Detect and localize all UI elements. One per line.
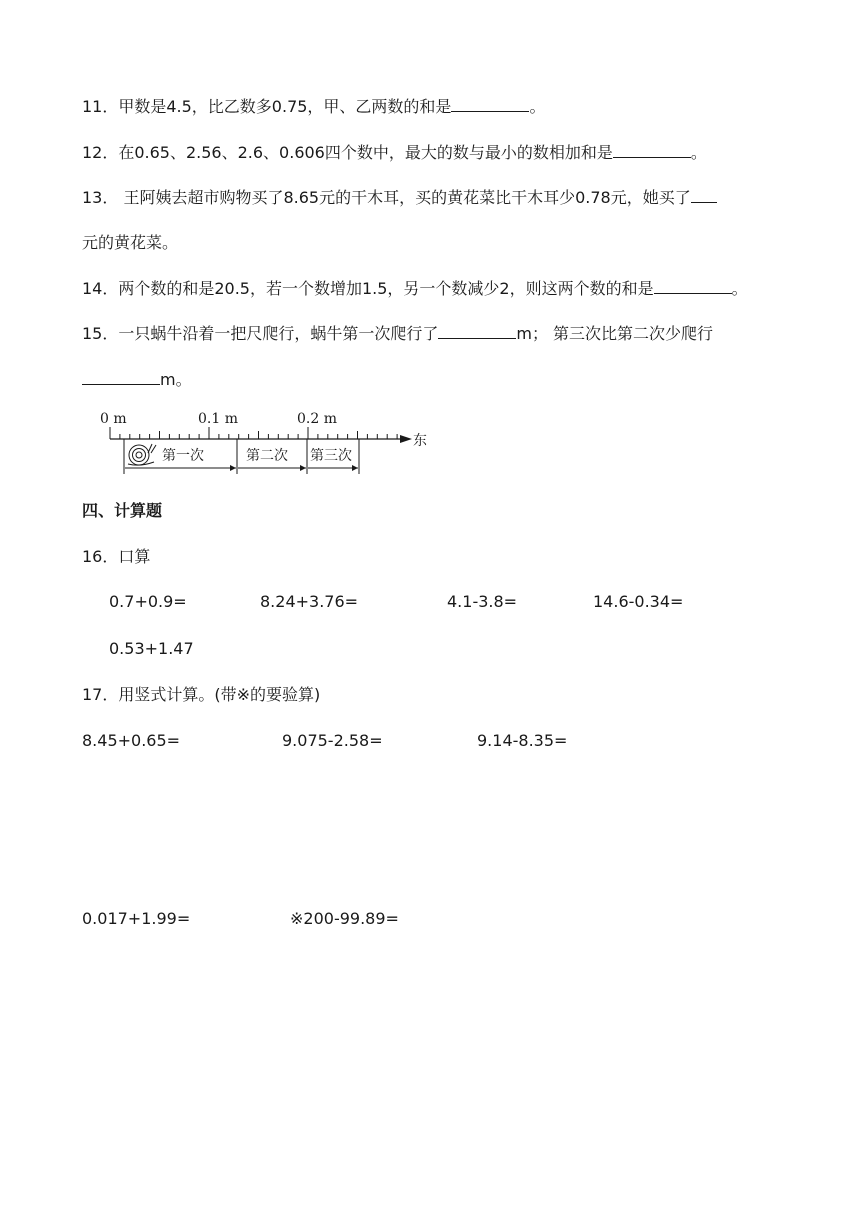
question-11-text: 11．甲数是4.5，比乙数多0.75，甲、乙两数的和是: [82, 97, 452, 116]
vertical-calc-item: ※200-99.89=: [290, 909, 399, 928]
question-14-text: 14．两个数的和是20.5，若一个数增加1.5，另一个数减少2，则这两个数的和是: [82, 279, 654, 298]
answer-blank[interactable]: [691, 186, 717, 203]
question-12: 12．在0.65、2.56、2.6、0.606四个数中，最大的数与最小的数相加和是 。: [82, 143, 707, 162]
question-16-title: 16．口算: [82, 547, 151, 566]
mental-math-item: 4.1-3.8=: [447, 592, 518, 611]
vertical-calc-item: 9.14-8.35=: [477, 731, 568, 750]
question-15-line-2: m。: [82, 368, 192, 391]
ruler-direction: 东: [413, 433, 427, 449]
segment-first: 第一次: [162, 448, 204, 464]
ruler-label-0m: 0 m: [100, 411, 127, 427]
question-12-text: 12．在0.65、2.56、2.6、0.606四个数中，最大的数与最小的数相加和是: [82, 143, 613, 162]
answer-blank[interactable]: [654, 277, 732, 294]
vertical-calc-item: 0.017+1.99=: [82, 909, 191, 928]
answer-blank[interactable]: [82, 368, 160, 385]
segment-third: 第三次: [310, 448, 352, 464]
question-11: 11．甲数是4.5，比乙数多0.75，甲、乙两数的和是 。: [82, 97, 546, 116]
mental-math-item: 14.6-0.34=: [593, 592, 684, 611]
mental-math-item: 8.24+3.76=: [260, 592, 359, 611]
section-heading: 四、计算题: [82, 501, 163, 520]
question-15-text: 15．一只蜗牛沿着一把尺爬行，蜗牛第一次爬行了: [82, 324, 439, 343]
mental-math-item: 0.53+1.47: [109, 639, 194, 658]
question-14: 14．两个数的和是20.5，若一个数增加1.5，另一个数减少2，则这两个数的和是 。: [82, 279, 748, 298]
answer-blank[interactable]: [438, 322, 516, 339]
vertical-calc-item: 8.45+0.65=: [82, 731, 181, 750]
mental-math-item: 0.7+0.9=: [109, 592, 187, 611]
segment-second: 第二次: [246, 448, 288, 464]
question-13-line-1: [82, 186, 717, 209]
ruler-label-0-2m: 0.2 m: [297, 411, 337, 427]
question-13-line-2: 元的黄花菜。: [82, 233, 179, 252]
question-15-line-1: 15．一只蜗牛沿着一把尺爬行，蜗牛第一次爬行了 m； 第三次比第二次少爬行: [82, 324, 714, 343]
answer-blank[interactable]: [451, 95, 529, 112]
arrow-head: [400, 435, 412, 443]
snail-icon: [128, 444, 156, 465]
answer-blank[interactable]: [613, 141, 691, 158]
vertical-calc-item: 9.075-2.58=: [282, 731, 383, 750]
ruler-label-0-1m: 0.1 m: [198, 411, 238, 427]
ruler-ticks: [110, 427, 397, 439]
snail-ruler-figure: [90, 404, 435, 480]
question-13-text: 13． 王阿姨去超市购物买了8.65元的干木耳，买的黄花菜比干木耳少0.78元，她买了: [82, 188, 691, 207]
question-17-title: 17．用竖式计算。(带※的要验算): [82, 685, 321, 704]
